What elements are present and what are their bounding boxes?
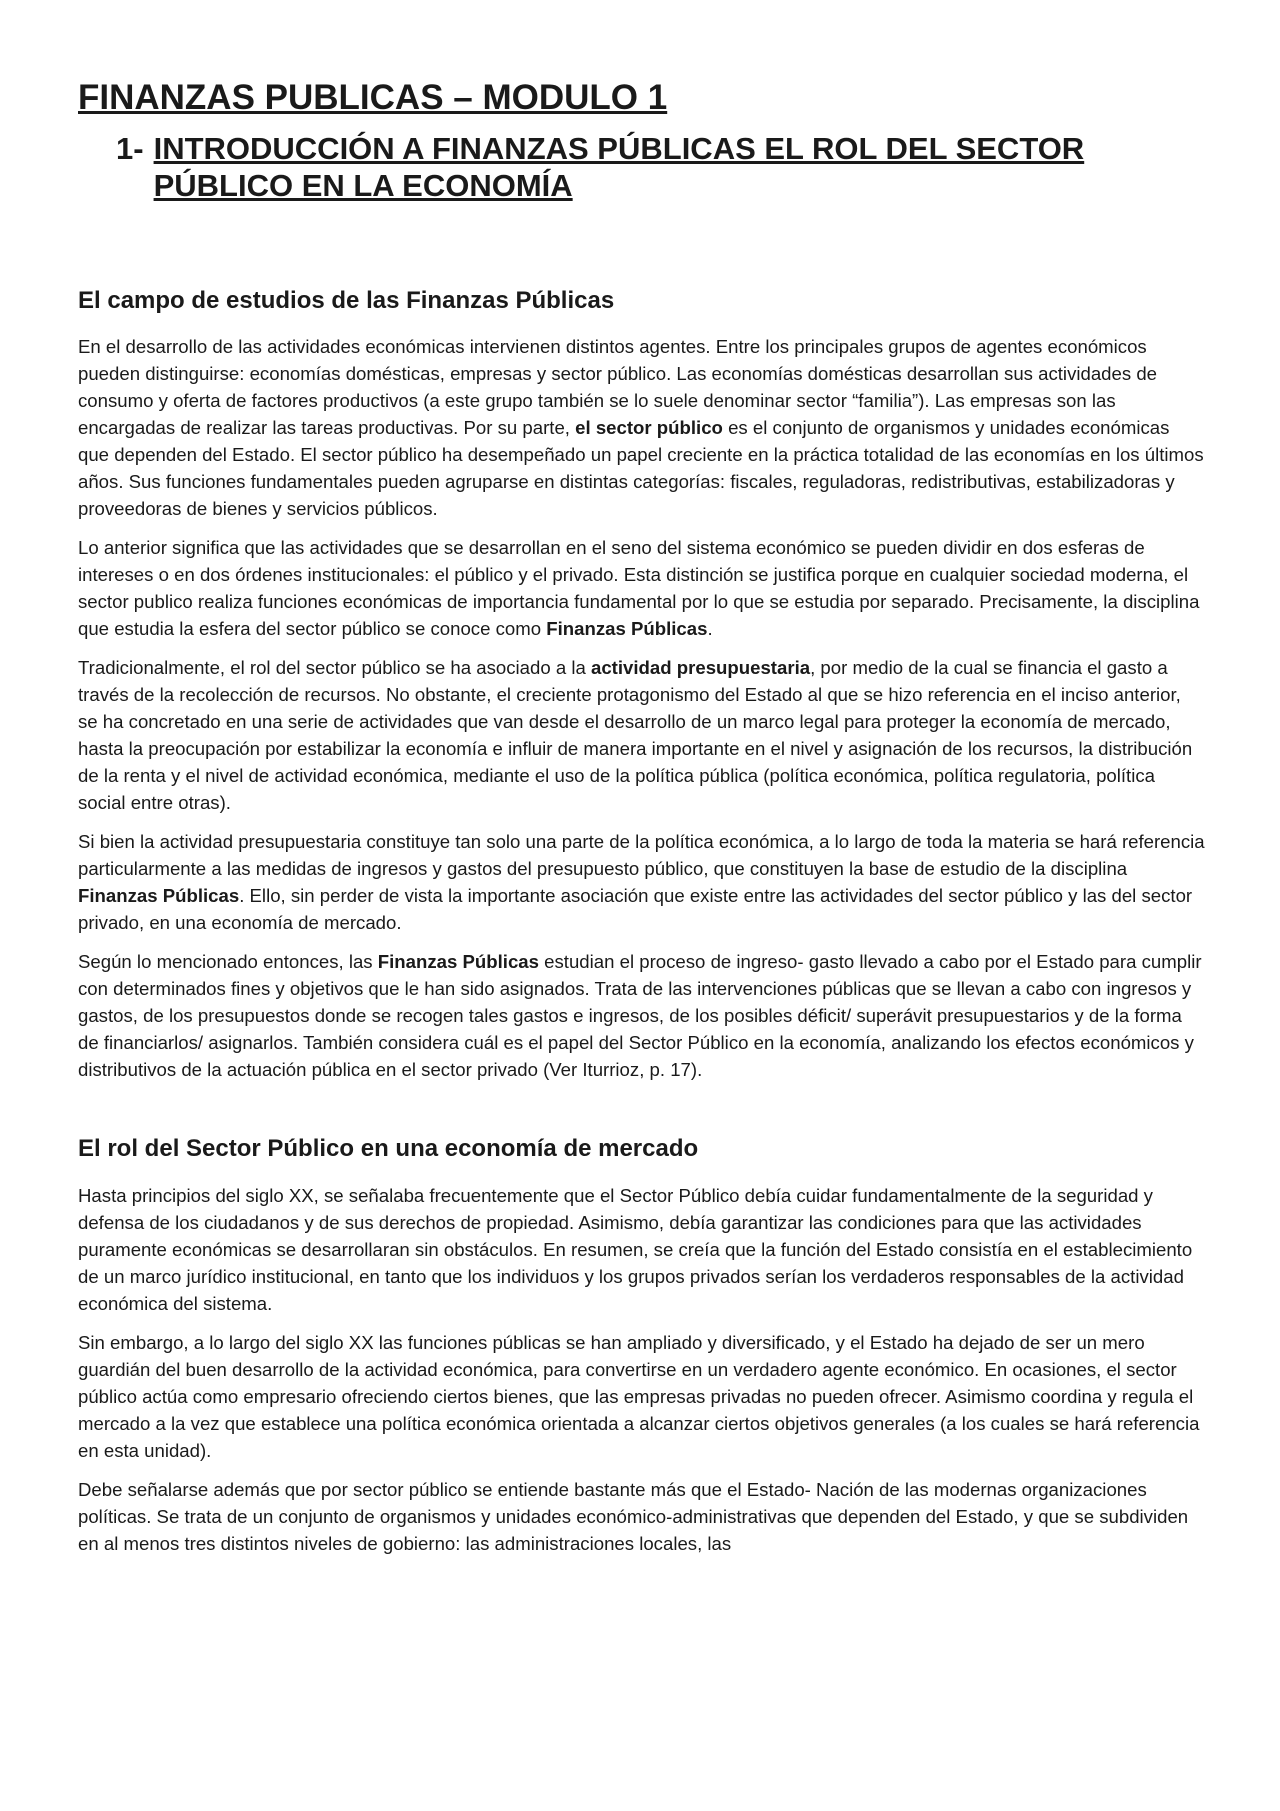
- section-title: El campo de estudios de las Finanzas Públicas: [78, 286, 615, 314]
- paragraph: Sin embargo, a lo largo del siglo XX las funciones públicas se han ampliado y diversificado, y el Estado ha dejado de ser un mero guardián del buen desarrollo de la actividad económica, para convertirse en un verdadero agente económico. En ocasiones, el sector público actúa como empresario ofreciendo ciertos bienes, que las empresas privadas no pueden ofrecer. Asimismo coordina y regula el mercado a la vez que establece una política económica orientada a alcanzar ciertos objetivos generales (a los cuales se hará referencia en esta unidad).: [78, 1332, 1200, 1462]
- section-title: El rol del Sector Público en una economía de mercado: [78, 1135, 699, 1163]
- paragraph: Según lo mencionado entonces, las Finanzas Públicas estudian el proceso de ingreso- gasto llevado a cabo por el Estado para cumplir con determinados fines y objetivos que le han sido asignados. Trata de las intervenciones públicas que se llevan a cabo con ingresos y gastos, de los presupuestos donde se recogen tales gastos e ingresos, de los posibles déficit/ superávit presupuestarios y de la forma de financiarlos/ asignarlos. También considera cuál es el papel del Sector Público en la economía, analizando los efectos económicos y distributivos de la actuación pública en el sector privado (Ver Iturrioz, p. 17).: [78, 951, 1202, 1081]
- paragraph: Si bien la actividad presupuestaria constituye tan solo una parte de la política económica, a lo largo de toda la materia se hará referencia particularmente a las medidas de ingresos y gastos del presupuesto público, que constituyen la base de estudio de la disciplina Finanzas Públicas. Ello, sin perder de vista la importante asociación que existe entre las actividades del sector público y las del sector privado, en una economía de mercado.: [78, 831, 1205, 934]
- document-title: FINANZAS PUBLICAS – MODULO 1: [78, 78, 668, 117]
- bold-term: Finanzas Públicas: [78, 885, 240, 907]
- bold-term: Finanzas Públicas: [546, 618, 708, 640]
- module-number: 1-: [116, 131, 144, 167]
- paragraph: Debe señalarse además que por sector público se entiende bastante más que el Estado- Nación de las modernas organizaciones políticas. Se trata de un conjunto de organismos y unidades económico-administrativas que dependen del Estado, y que se subdividen en al menos tres distintos niveles de gobierno: las administraciones locales, las: [78, 1479, 1189, 1555]
- bold-term: Finanzas Públicas: [377, 951, 539, 973]
- module-title: INTRODUCCIÓN A FINANZAS PÚBLICAS EL ROL DEL SECTOR PÚBLICO EN LA ECONOMÍA: [153, 131, 1085, 204]
- module-heading: [116, 130, 1205, 204]
- paragraph: Tradicionalmente, el rol del sector público se ha asociado a la actividad presupuestaria, por medio de la cual se financia el gasto a través de la recolección de recursos. No obstante, el creciente protagonismo del Estado al que se hizo referencia en el inciso anterior, se ha concretado en una serie de actividades que van desde el desarrollo de un marco legal para proteger la economía de mercado, hasta la preocupación por estabilizar la economía e influir de manera importante en el nivel y asignación de los recursos, la distribución de la renta y el nivel de actividad económica, mediante el uso de la política pública (política económica, política regulatoria, política social entre otras).: [78, 657, 1193, 814]
- bold-term: el sector público: [575, 417, 723, 439]
- bold-term: actividad presupuestaria: [591, 657, 811, 679]
- paragraph: Lo anterior significa que las actividades que se desarrollan en el seno del sistema económico se pueden dividir en dos esferas de intereses o en dos órdenes institucionales: el público y el privado. Esta distinción se justifica porque en cualquier sociedad moderna, el sector publico realiza funciones económicas de importancia fundamental por lo que se estudia por separado. Precisamente, la disciplina que estudia la esfera del sector público se conoce como Finanzas Públicas.: [78, 537, 1200, 640]
- paragraph: Hasta principios del siglo XX, se señalaba frecuentemente que el Sector Público debía cuidar fundamentalmente de la seguridad y defensa de los ciudadanos y de sus derechos de propiedad. Asimismo, debía garantizar las condiciones para que las actividades puramente económicas se desarrollaran sin obstáculos. En resumen, se creía que la función del Estado consistía en el establecimiento de un marco jurídico institucional, en tanto que los individuos y los grupos privados serían los verdaderos responsables de la actividad económica del sistema.: [78, 1185, 1193, 1315]
- paragraph: En el desarrollo de las actividades económicas intervienen distintos agentes. Entre los principales grupos de agentes económicos pueden distinguirse: economías domésticas, empresas y sector público. Las economías domésticas desarrollan sus actividades de consumo y oferta de factores productivos (a este grupo también se lo suele denominar sector “familia”). Las empresas son las encargadas de realizar las tareas productivas. Por su parte, el sector público es el conjunto de organismos y unidades económicas que dependen del Estado. El sector público ha desempeñado un papel creciente en la práctica totalidad de las economías en los últimos años. Sus funciones fundamentales pueden agruparse en distintas categorías: fiscales, reguladoras, redistributivas, estabilizadoras y proveedoras de bienes y servicios públicos.: [78, 336, 1204, 520]
